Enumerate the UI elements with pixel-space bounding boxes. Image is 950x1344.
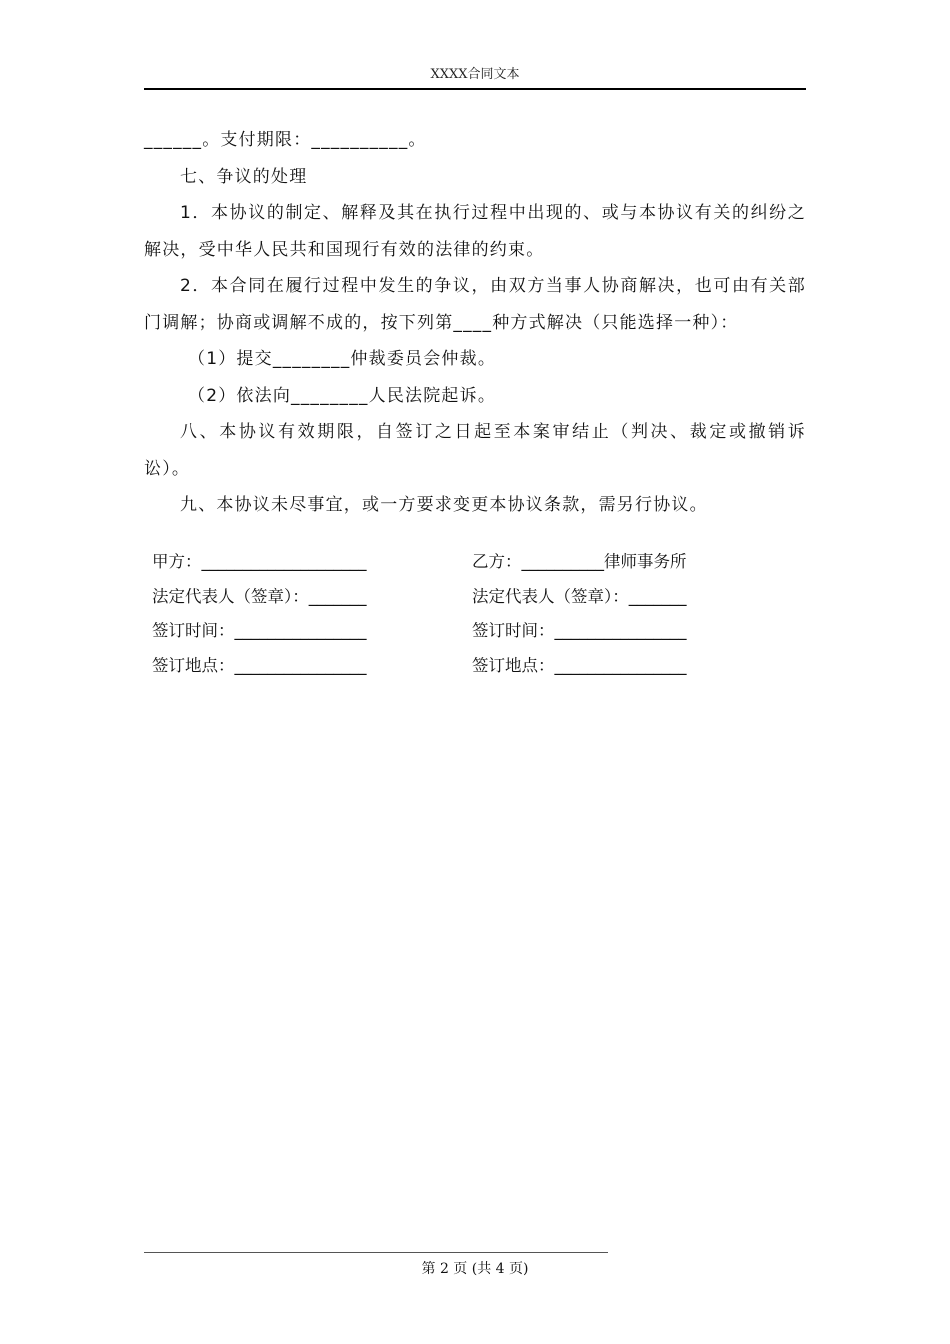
header-title: XXXX合同文本 xyxy=(430,67,520,82)
signature-row-party xyxy=(152,545,792,580)
page-header xyxy=(144,64,806,90)
party-a-sign-place: 签订地点：________________ xyxy=(152,655,367,675)
payment-term-line: ______。支付期限：__________。 xyxy=(144,130,427,150)
clause-dispute-resolution: 2．本合同在履行过程中发生的争议，由双方当事人协商解决，也可由有关部门调解；协商或调解不成的，按下列第____种方式解决（只能选择一种）： xyxy=(144,276,806,333)
signature-row-representative xyxy=(152,580,792,615)
footer-divider xyxy=(144,1252,608,1253)
option-arbitration: （1）提交________仲裁委员会仲裁。 xyxy=(188,349,497,369)
signature-row-place xyxy=(152,649,792,684)
party-a-name: 甲方：____________________ xyxy=(152,552,367,571)
signature-block xyxy=(152,545,792,683)
party-b-representative: 法定代表人（签章）：_______ xyxy=(472,586,687,606)
party-b-sign-time: 签订时间：________________ xyxy=(472,621,687,640)
signature-row-time xyxy=(152,614,792,649)
section-validity-period: 八、本协议有效期限，自签订之日起至本案审结止（判决、裁定或撤销诉讼）。 xyxy=(144,422,806,479)
section-miscellaneous: 九、本协议未尽事宜，或一方要求变更本协议条款，需另行协议。 xyxy=(180,495,708,515)
section-heading-dispute: 七、争议的处理 xyxy=(180,166,308,187)
clause-governing-law: 1．本协议的制定、解释及其在执行过程中出现的、或与本协议有关的纠纷之解决，受中华人民共和国现行有效的法律的约束。 xyxy=(144,203,806,260)
document-body xyxy=(144,122,806,524)
page-number: 第 2 页 (共 4 页) xyxy=(421,1261,529,1277)
party-b-sign-place: 签订地点：________________ xyxy=(472,655,687,675)
party-a-representative: 法定代表人（签章）：_______ xyxy=(152,586,367,606)
party-b-name: 乙方：__________律师事务所 xyxy=(472,552,687,571)
option-litigation: （2）依法向________人民法院起诉。 xyxy=(188,385,497,406)
page-footer xyxy=(144,1258,806,1280)
party-a-sign-time: 签订时间：________________ xyxy=(152,621,367,640)
